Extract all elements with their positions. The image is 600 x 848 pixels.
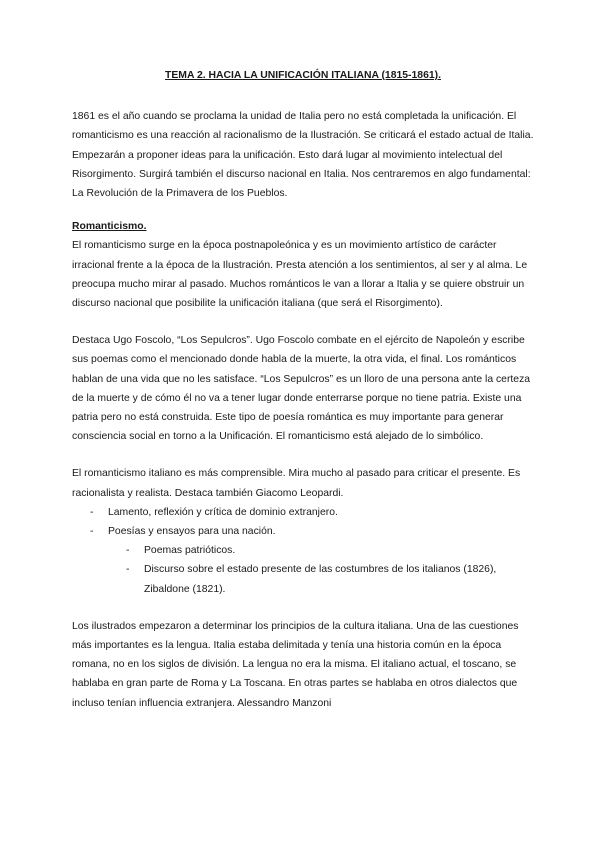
list-item: - Lamento, reflexión y crítica de dominio extranjero. [72,503,534,522]
sub-bullet-list [72,541,534,599]
spacer [72,599,534,617]
document-body [72,66,534,713]
intro-paragraph: 1861 es el año cuando se proclama la unidad de Italia pero no está completada la unificación. El romanticismo es una reacción al racionalismo de la Ilustración. Se criticará el estado actual de Italia. Empezarán a proponer ideas para la unificación. Esto dará lugar al movimiento intelectual del Risorgimento. Surgirá también el discurso nacional en Italia. Nos centraremos en algo fundamental: La Revolución de la Primavera de los Pueblos. [72,111,534,200]
paragraph-romanticismo-origin: El romanticismo surge en la época postnapoleónica y es un movimiento artístico de carácter irracional frente a la época de la Ilustración. Presta atención a los sentimientos, al ser y al alma. Le preocupa mucho mirar al pasado. Muchos románticos le van a llorar a Italia y se quiere obstruir un discurso nacional que posibilite la unificación italiana (que será el Risorgimento). [72,240,528,310]
spacer [72,446,534,464]
section-heading-romanticismo: Romanticismo. [72,221,147,233]
sub-list-item: - Poemas patrióticos. [72,541,534,560]
document-title: TEMA 2. HACIA LA UNIFICACIÓN ITALIANA (1815-1861). [165,70,441,81]
paragraph-lengua: Los ilustrados empezaron a determinar los principios de la cultura italiana. Una de las cuestiones más importantes es la lengua. Italia estaba delimitada y tenía una historia común en la época romana, no en los siglos de división. La lengua no era la misma. El italiano actual, el toscano, se hablaba en gran parte de Roma y La Toscana. En otras partes se hablaba en otros dialectos que incluso tenían influencia extranjera. Alessandro Manzoni [72,620,519,709]
bullet-list [72,503,534,541]
paragraph-ugo-foscolo: Destaca Ugo Foscolo, “Los Sepulcros”. Ugo Foscolo combate en el ejército de Napoleón y escribe sus poemas como el mencionado donde habla de la muerte, la otra vida, el final. Los románticos hablan de una vida que no les satisface. “Los Sepulcros” es un lloro de una persona ante la certeza de la muerte y de cómo él no va a tener lugar donde enterrarse porque no tiene patria. Existe una patria pero no está construida. Este tipo de poesía romántica es muy importante para generar consciencia social en torno a la Unificación. El romanticismo está alejado de lo simbólico. [72,335,531,443]
paragraph-romanticismo-italiano: El romanticismo italiano es más comprensible. Mira mucho al pasado para criticar el presente. Es racionalista y realista. Destaca también Giacomo Leopardi. [72,468,521,499]
sub-list-item: - Discurso sobre el estado presente de las costumbres de los italianos (1826), Zibaldone (1821). [72,560,534,598]
spacer [72,313,534,331]
list-item: - Poesías y ensayos para una nación. [72,522,534,541]
